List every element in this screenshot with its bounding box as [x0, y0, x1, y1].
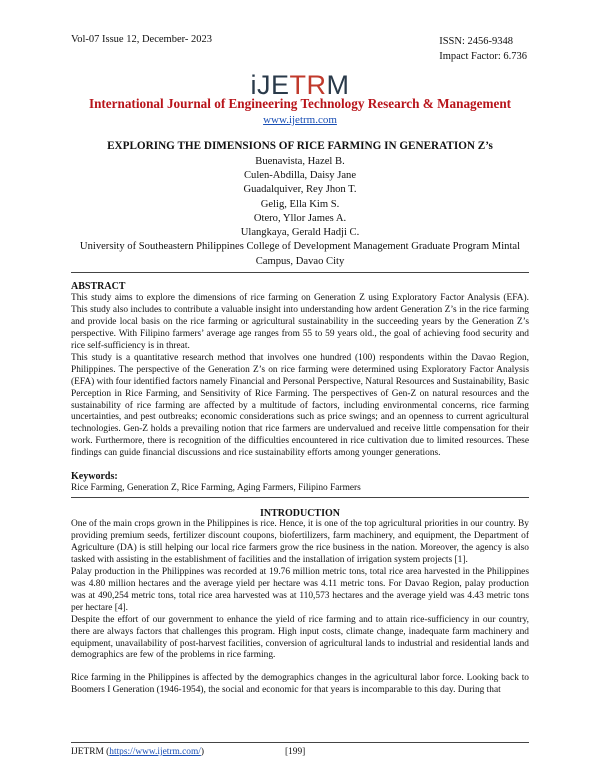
- author: Culen-Abdilla, Daisy Jane: [243, 170, 357, 182]
- author: Guadalquiver, Rey Jhon T.: [243, 184, 357, 196]
- author: Gelig, Ella Kim S.: [260, 198, 340, 210]
- abstract-paragraph: This study aims to explore the dimensions of rice farming on Generation Z using Exploratory Factor Analysis (EFA). This study also includes to contribute a valuable insight into understanding how ardent Generation Z’s in the rice farming and provide local basis on the rice farming or agricultural sustainability in the succeeding years by the Generation Z’s perspective. With Filipino farmers’ average age ranges from 55 to 59 years old., the goal of achieving food security and rice self-sufficiency is in threat.: [71, 292, 529, 351]
- keywords-section: [71, 471, 529, 495]
- intro-paragraph: Despite the effort of our government to enhance the yield of rice farming and to attain rice-sufficiency in our country, there are always factors that challenges this program. High input costs, climate change, inadequate farm machinery and equipment, unavailability of post-harvest facilities, conversion of agricultural lands to industrial and residential lands and demographics are few of the problems in rice farming.: [71, 614, 529, 661]
- keywords-heading: Keywords:: [71, 471, 118, 482]
- footer-close: ): [200, 747, 204, 757]
- footer-journal: [71, 747, 204, 757]
- logo-suffix: M: [326, 70, 350, 100]
- volume-issue: Vol-07 Issue 12, December- 2023: [71, 34, 213, 45]
- affiliation: University of Southeastern Philippines College of Development Management Graduate Program Mintal Campus, Davao City: [79, 241, 521, 267]
- logo-prefix: iJE: [250, 70, 290, 100]
- paper-title: EXPLORING THE DIMENSIONS OF RICE FARMING IN GENERATION Z’s: [107, 140, 493, 152]
- footer-divider: [71, 742, 529, 743]
- journal-url-link[interactable]: www.ijetrm.com: [263, 114, 337, 126]
- keywords-list: Rice Farming, Generation Z, Rice Farming, Aging Farmers, Filipino Farmers: [71, 482, 361, 493]
- author: Ulangkaya, Gerald Hadji C.: [240, 227, 360, 239]
- logo-accent: TR: [289, 70, 327, 100]
- author-list: [0, 155, 600, 240]
- footer-link[interactable]: https://www.ijetrm.com/: [109, 747, 201, 757]
- journal-name: International Journal of Engineering Technology Research & Management: [88, 96, 512, 111]
- abstract-heading: ABSTRACT: [71, 281, 126, 292]
- introduction-body: [71, 519, 529, 697]
- abstract-paragraph: This study is a quantitative research method that involves one hundred (100) respondents within the Davao Region, Philippines. The perspective of the Generation Z’s on rice farming were determined using Exploratory Factor Analysis (EFA) with four identified factors namely Financial and Personal Perspective, Natural Resources and Sustainability, Basic Perception in Rice Farming, and Sensitivity of Rice Farming. The perspectives of Gen-Z on natural resources and the sustainability of rice farming are affected by a multitude of factors, including environmental concerns, rice farming uncertainties, and pest outbreaks; economic considerations such as price swings; and an openness to current agricultural technologies. Gen-Z holds a prevailing notion that rice farmers are undervalued and receive little compensation for their work. Furthermore, there is recognition of the difficulties encountered in rice cultivation due to limited resources. These findings can guide financial discussions and rice sustainability efforts among younger generations.: [71, 352, 529, 459]
- intro-paragraph: Rice farming in the Philippines is affected by the demographics changes in the agricultural labor force. Looking back to Boomers I Generation (1946-1954), the social and economic for that years is incomparable to this day. During that: [71, 673, 529, 696]
- footer-name: IJETRM (: [71, 747, 110, 757]
- author: Buenavista, Hazel B.: [255, 156, 345, 167]
- author: Otero, Yllor James A.: [253, 212, 347, 224]
- abstract-section: [71, 281, 529, 460]
- divider: [71, 497, 529, 498]
- intro-paragraph: One of the main crops grown in the Philippines is rice. Hence, it is one of the top agricultural priorities in our country. By providing premium seeds, fertilizer discount coupons, biofertilizers, farm machinery, and equipment, the Department of Agriculture (DA) is still helping our local rice farmers grow the rice business in the nation. Moreover, the agency is also tasked with assisting in the establishment of facilities and the installation of irrigation system projects [1].: [71, 519, 529, 565]
- impact-factor: Impact Factor: 6.736: [439, 51, 527, 62]
- divider: [71, 272, 529, 273]
- introduction-heading: INTRODUCTION: [259, 508, 340, 519]
- issn: ISSN: 2456-9348: [439, 36, 514, 47]
- page-number: [199]: [285, 747, 306, 757]
- intro-paragraph: Palay production in the Philippines was recorded at 19.76 million metric tons, total rice area harvested in the Philippines was 4.80 million hectares and the average yield per hectare was 4.11 metric tons. For Davao Region, palay production was at 490,254 metric tons, total rice area harvested was at 110,573 hectares and the average yield was 4.43 metric tons per hectare [4].: [71, 566, 529, 613]
- issn-block: [439, 34, 527, 64]
